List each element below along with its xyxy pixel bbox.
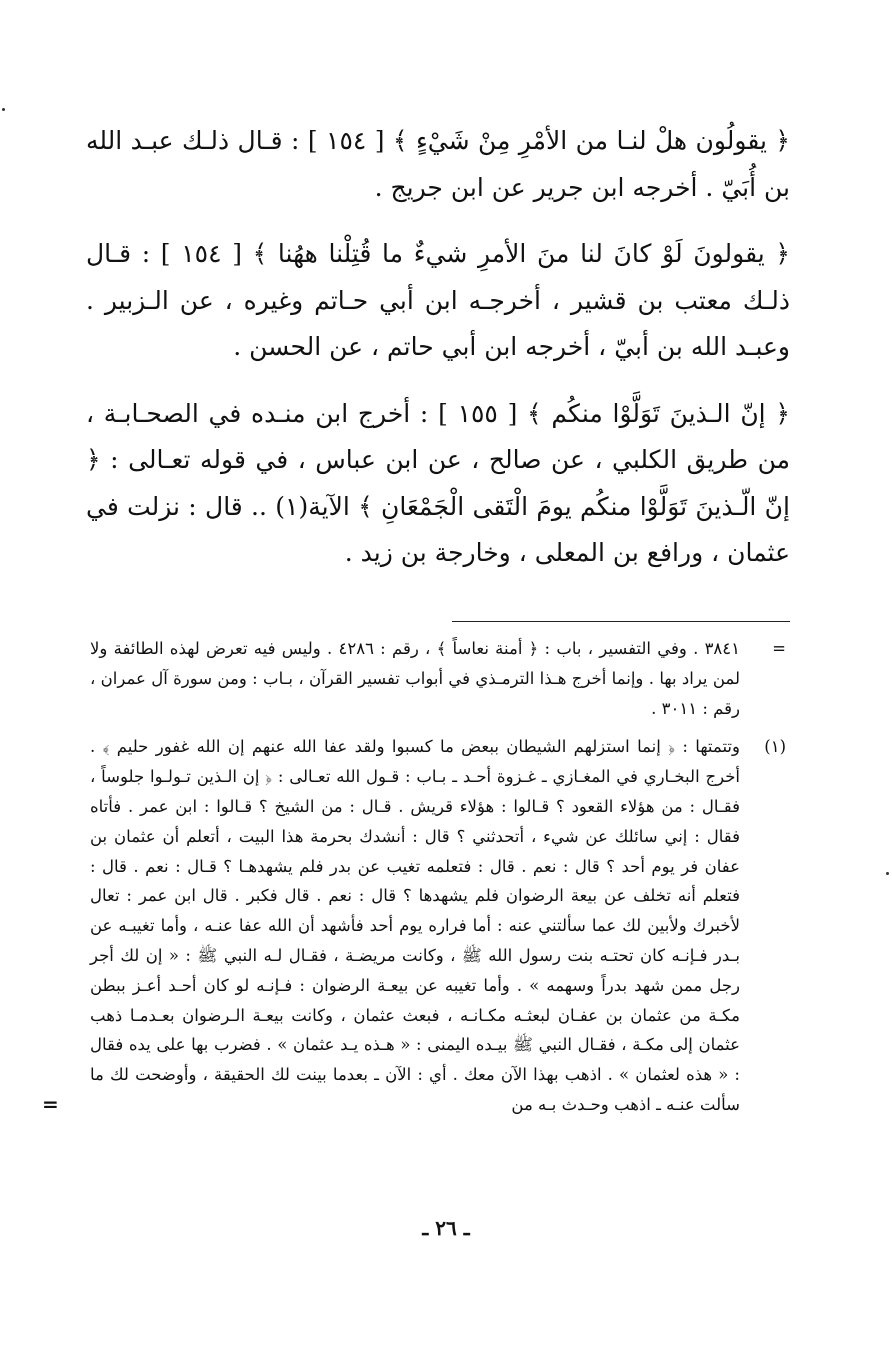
- footnote-separator: [452, 621, 790, 622]
- footnote-text: وتتمتها : ﴿ إنما استزلهم الشيطان ببعض ما كسبوا ولقد عفا الله عنهم إن الله غفور حليم ﴾ . أخرج البخـاري في المغـازي ـ غـزوة أحـد ـ بـاب : قـول الله تعـالى : ﴿ إن الـذين تـولـوا جلوساً ، فقـال : من هؤلاء القعود ؟ قـالوا : هؤلاء قريش . قـال : من الشيخ ؟ قـالوا : ابن عمر . فأتاه فقال : إني سائلك عن شيء ، أتحدثني ؟ قال : أنشدك بحرمة هذا البيت ، أتعلم أن عثمان بن عفان فر يوم أحد ؟ قال : نعم . قال : فتعلمه تغيب عن بدر فلم يشهدهـا ؟ قـال : نعم . قال : فتعلم أنه تخلف عن بيعة الرضوان فلم يشهدها ؟ قال : نعم . قال فكبر . قال ابن عمر : تعال لأخبرك ولأبين لك عما سألتني عنه : أما فراره يوم أحد فأشهد أن الله عفا عنـه ، وأما تغيبـه عن بـدر فـإنـه كان تحتـه بنت رسول الله ﷺ ، وكانت مريضـة ، فقـال لـه النبي ﷺ : « إن لك أجر رجل ممن شهد بدراً وسهمه » . وأما تغيبه عن بيعـة الرضوان : فـإنـه لو كان أحـد أعـز ببطن مكـة من عثمان بن عفـان لبعثـه مكـانـه ، فبعث عثمان ، وكانت بيعـة الـرضوان بعـدمـا ذهب عثمان إلى مكـة ، فقـال النبي ﷺ بيـده اليمنى : « هـذه يـد عثمان » . فضرب بها على يده فقال : « هذه لعثمان » . اذهب بهذا الآن معك . أي : الآن ـ بعدما بينت لك الحقيقة ، وأوضحت لك ما سألت عنـه ـ اذهب وحـدث بـه من: [90, 737, 740, 1114]
- footnote-1: [42, 732, 790, 1119]
- scan-speck: [2, 108, 5, 111]
- footnote-number: (١): [764, 737, 786, 757]
- scan-speck: [886, 872, 889, 875]
- footnote-text: ٣٨٤١ . وفي التفسير ، باب : ﴿ أمنة نعاساً ﴾ ، رقم : ٤٢٨٦ . وليس فيه تعرض لهذه الطائفة ولا لمن يراد بها . وإنما أخرج هـذا الترمـذي في أبواب تفسير القرآن ، بـاب : ومن سورة آل عمران ، رقم : ٣٠١١ .: [90, 639, 741, 718]
- page-number: ـ ٢٦ ـ: [422, 1216, 470, 1240]
- main-paragraph: ﴿ يقولونَ لَوْ كانَ لنا منَ الأمرِ شيءٌ ما قُتِلْنا ههُنا ﴾ [ ١٥٤ ] : قـال ذلـك معتب بن قشير ، أخرجـه ابن أبي حـاتم وغيره ، عن الـزبير . وعبـد الله بن أبيّ ، أخرجه ابن أبي حاتم ، عن الحسن .: [86, 239, 790, 361]
- continued-marker: =: [42, 1091, 59, 1116]
- main-paragraph: ﴿ إنّ الـذينَ تَوَلَّوْا منكُم ﴾ [ ١٥٥ ] : أخرج ابن منـده في الصحـابـة ، من طريق الكلبي ، عن صالح ، عن ابن عباس ، في قوله تعـالى : ﴿ إنّ الّـذينَ تَوَلَّوْا منكُم يومَ الْتَقى الْجَمْعَانِ ﴾ الآية(١) .. قال : نزلت في عثمان ، ورافع بن المعلى ، وخارجة بن زيد .: [86, 398, 790, 567]
- footnotes: [42, 634, 790, 1120]
- main-text: [86, 118, 790, 597]
- main-paragraph: ﴿ يقولُون هلْ لنـا من الأمْرِ مِنْ شَيْءٍ ﴾ [ ١٥٤ ] : قـال ذلـك عبـد الله بن أُبَيّ . أخرجه ابن جرير عن ابن جريج .: [86, 126, 790, 202]
- continuation-marker: =: [772, 639, 786, 658]
- footnote-continuation: [90, 634, 790, 723]
